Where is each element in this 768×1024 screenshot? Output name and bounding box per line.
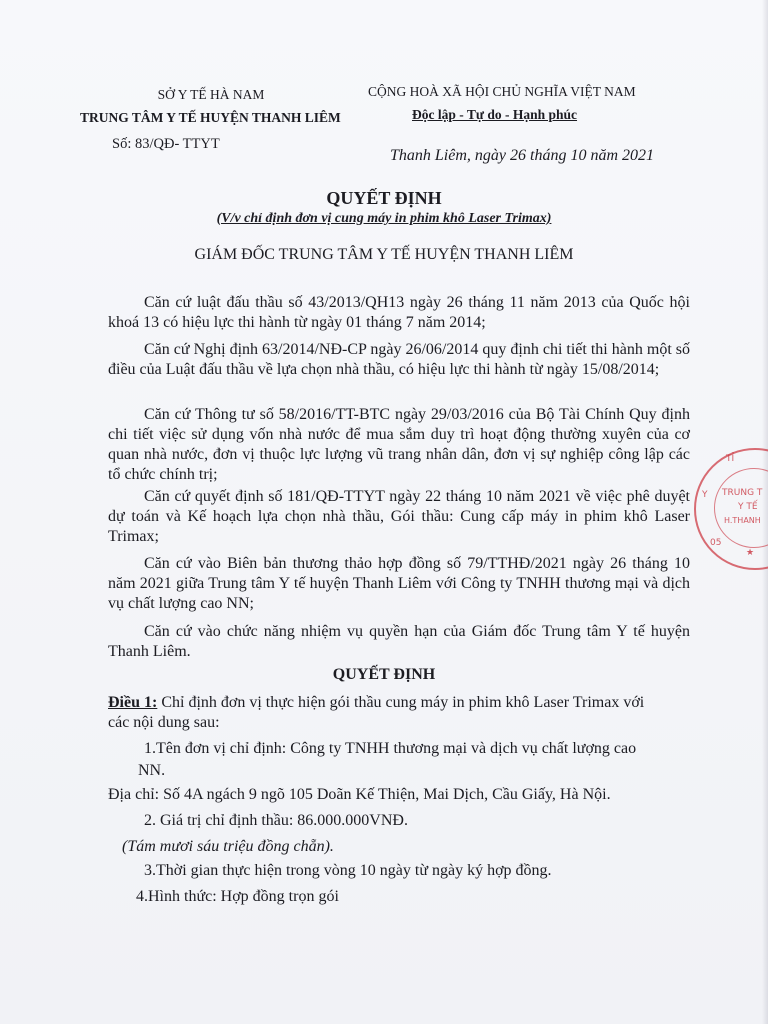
legal-basis-4: Căn cứ quyết định số 181/QĐ-TTYT ngày 22 tháng 10 năm 2021 về việc phê duyệt dự toán và Kế hoạch lựa chọn nhà thầu, Gói thầu: Cung cấp máy in phim khô Laser Trimax; [108,488,690,545]
item-1-name: 1.Tên đơn vị chỉ định: Công ty TNHH thương mại và dịch vụ chất lượng cao [144,740,637,757]
article-1-text-cont: các nội dung sau: [108,714,220,731]
legal-basis-1: Căn cứ luật đấu thầu số 43/2013/QH13 ngày 26 tháng 11 năm 2013 của Quốc hội khoá 13 có hiệu lực thi hành từ ngày 01 tháng 7 năm 2014; [108,294,690,331]
article-1-line [108,694,644,712]
legal-basis-2: Căn cứ Nghị định 63/2014/NĐ-CP ngày 26/06/2014 quy định chi tiết thi hành một số điều của Luật đấu thầu về lựa chọn nhà thầu, có hiệu lực thi hành từ ngày 15/08/2014; [108,341,690,378]
document-date: Thanh Liêm, ngày 26 tháng 10 năm 2021 [390,147,654,164]
stamp-star-icon: ★ [746,548,755,558]
item-1-name-cont: NN. [138,762,166,779]
stamp-side-text: Y [702,490,708,500]
legal-basis-3: Căn cứ Thông tư số 58/2016/TT-BTC ngày 29/03/2016 của Bộ Tài Chính Quy định chi tiết việc sử dụng vốn nhà nước để mua sắm duy trì hoạt động thường xuyên của cơ quan nhà nước, đơn vị thuộc lực lượng vũ trang nhân dân, đơn vị sự nghiệp công lập các tổ chức chính trị; [108,406,690,483]
header-dept: SỞ Y TẾ HÀ NAM [157,87,265,102]
item-2-value: 2. Giá trị chỉ định thầu: 86.000.000VNĐ. [144,812,408,829]
document-subtitle: (V/v chỉ định đơn vị cung máy in phim khô Laser Trimax) [216,211,552,226]
item-4-form: 4.Hình thức: Hợp đồng trọn gói [136,888,339,905]
stamp-bottom-text: 05 [710,538,722,548]
stamp-line-1: TRUNG T [722,488,763,498]
stamp-line-3: H.THANH [724,516,761,525]
item-2-value-words: (Tám mươi sáu triệu đồng chẵn). [122,838,334,855]
decision-heading: QUYẾT ĐỊNH [332,666,436,683]
legal-basis-6: Căn cứ vào chức năng nhiệm vụ quyền hạn của Giám đốc Trung tâm Y tế huyện Thanh Liêm. [108,623,690,660]
item-3-duration: 3.Thời gian thực hiện trong vòng 10 ngày từ ngày ký hợp đồng. [144,862,552,879]
article-1-text: Chỉ định đơn vị thực hiện gói thầu cung máy in phim khô Laser Trimax với [161,694,645,711]
item-address: Địa chỉ: Số 4A ngách 9 ngõ 105 Doãn Kế Thiện, Mai Dịch, Cầu Giấy, Hà Nội. [108,786,611,803]
official-stamp [694,448,768,570]
article-1-label: Điều 1: [108,694,158,711]
stamp-line-2: Y TẾ [738,502,758,512]
decision-number: Số: 83/QĐ- TTYT [112,136,220,152]
stamp-top-text: TỈ [726,454,735,464]
document-title: QUYẾT ĐỊNH [326,188,442,208]
legal-basis-5: Căn cứ vào Biên bản thương thảo hợp đồng số 79/TTHĐ/2021 ngày 26 tháng 10 năm 2021 giữa Trung tâm Y tế huyện Thanh Liêm với Công ty TNHH thương mại và dịch vụ chất lượng cao NN; [108,555,690,612]
issuing-authority: GIÁM ĐỐC TRUNG TÂM Y TẾ HUYỆN THANH LIÊM [194,246,574,263]
header-center: TRUNG TÂM Y TẾ HUYỆN THANH LIÊM [80,110,341,125]
header-nation: CỘNG HOÀ XÃ HỘI CHỦ NGHĨA VIỆT NAM [368,84,636,99]
header-motto: Độc lập - Tự do - Hạnh phúc [412,107,578,122]
